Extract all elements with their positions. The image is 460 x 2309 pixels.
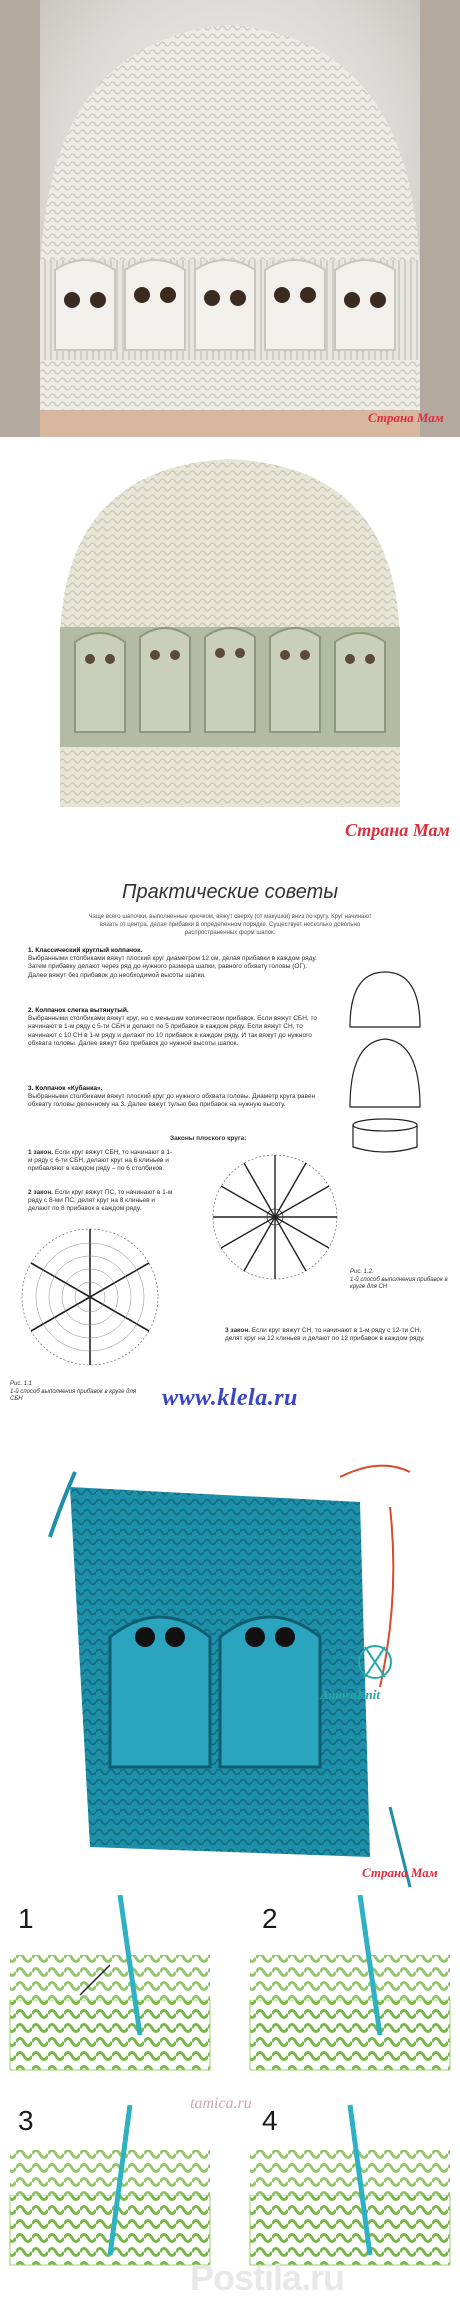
section-elongated-cap	[28, 1007, 318, 1048]
site-klela: www.klela.ru	[162, 1385, 298, 1411]
section-body: Выбранными столбиками вяжут плоский круг до нужного обхвата головы. Диаметр круга равен обхвату головы деленному на 3. Далее вяжут тулью без прибавок на нужную высоту.	[28, 1093, 316, 1109]
circle-diagram-sn	[205, 1147, 345, 1287]
hat-shape-diagrams	[330, 967, 440, 1157]
step-number-4: 4	[262, 2105, 278, 2136]
fig1-caption: Рис. 1.1 1-й способ выполнения прибавок в круге для СБН	[10, 1381, 137, 1402]
site-tamica: tamica.ru	[190, 2095, 252, 2112]
shape-elongated	[350, 1039, 420, 1107]
photo-green-owl-hat	[0, 437, 460, 857]
step-number-1: 1	[18, 1903, 34, 1934]
brand-postila: Postila.ru	[190, 2257, 345, 2298]
shape-classic	[350, 972, 420, 1027]
photo-teal-owl-swatch	[0, 1447, 460, 1895]
logo-amoraknit: AmoraKnit	[320, 1687, 380, 1702]
section-heading: 2. Колпачок слегка вытянутый.	[28, 1007, 129, 1014]
law-3: 3 закон. Если круг вяжут СН, то начинают в 1-м ряду с 12-ти СН, делят круг на 12 клиньев и делают по 12 прибавок в каждом ряду.	[225, 1327, 425, 1343]
step-number-3: 3	[18, 2105, 34, 2136]
green-hat-illustration	[0, 437, 460, 857]
watermark-strana-mam: Страна Мам	[362, 1865, 438, 1880]
law-2: 2 закон. Если круг вяжут ПС, то начинают в 1-м ряду с 8-ми ПС, делят круг на 8 клиньев и делают по 8 прибавок в каждом ряду.	[28, 1189, 173, 1213]
document-practical-tips	[0, 857, 460, 1447]
section-kubanka-cap	[28, 1085, 318, 1110]
photo-white-owl-hat	[0, 0, 460, 437]
watermark-strana-mam: Страна Мам	[368, 410, 444, 425]
section-heading: 3. Колпачок «Кубанка».	[28, 1085, 103, 1092]
step-number-2: 2	[262, 1903, 278, 1934]
circle-diagram-sbn	[10, 1217, 170, 1377]
teal-swatch-illustration	[0, 1447, 460, 1895]
watermark-strana-mam: Страна Мам	[345, 820, 450, 840]
fig2-caption: Рис. 1.2. 1-й способ выполнения прибавок в круге для СН	[350, 1269, 448, 1290]
law-1: 1 закон. Если круг вяжут СБН, то начинают в 1-м ряду с 6-ти СБН, делают круг на 6 клиньев и прибавляют в каждом ряду – по 6 столбиков.	[28, 1149, 173, 1173]
section-classic-cap	[28, 947, 318, 980]
crochet-step-diagrams	[0, 1895, 460, 2309]
laws-heading: Законы плоского круга:	[170, 1135, 247, 1142]
section-heading: 1. Классический круглый колпачок.	[28, 947, 143, 954]
doc-intro: Чаще всего шапочки, выполненные крючком, вяжут сверху (от макушки) вниз по кругу. Круг начинают вязать от центра, делая прибавки в определенном порядке. Существует несколько довольно распространенных форм шапок.	[88, 914, 372, 936]
white-hat-illustration	[0, 0, 460, 437]
doc-title: Практические советы	[121, 881, 339, 903]
shape-kubanka-top	[353, 1119, 417, 1131]
section-body: Выбранными столбиками вяжут круг, но с меньшим количеством прибавок. Если вяжут СБН, то начинают в 1-м ряду с 5-ти СБН и делают по 5 прибавок в каждом ряду. Если вяжут СН, то начинают с 10 СН в 1-м ряду и делают по 10 прибавок в каждом ряду. И так вяжут до нужного обхвата головы. Далее вяжут без прибавок до нужной высоты шапок.	[28, 1015, 318, 1047]
section-body: Выбранными столбиками вяжут плоский круг диаметром 12 см, делая прибавки в каждом ряду. Затем прибавку делают через ряд до нужного размера шапки, равного обхвату головы (ОГ). Далее вяжут без прибавок до необходимой высоты шапки.	[28, 955, 317, 979]
